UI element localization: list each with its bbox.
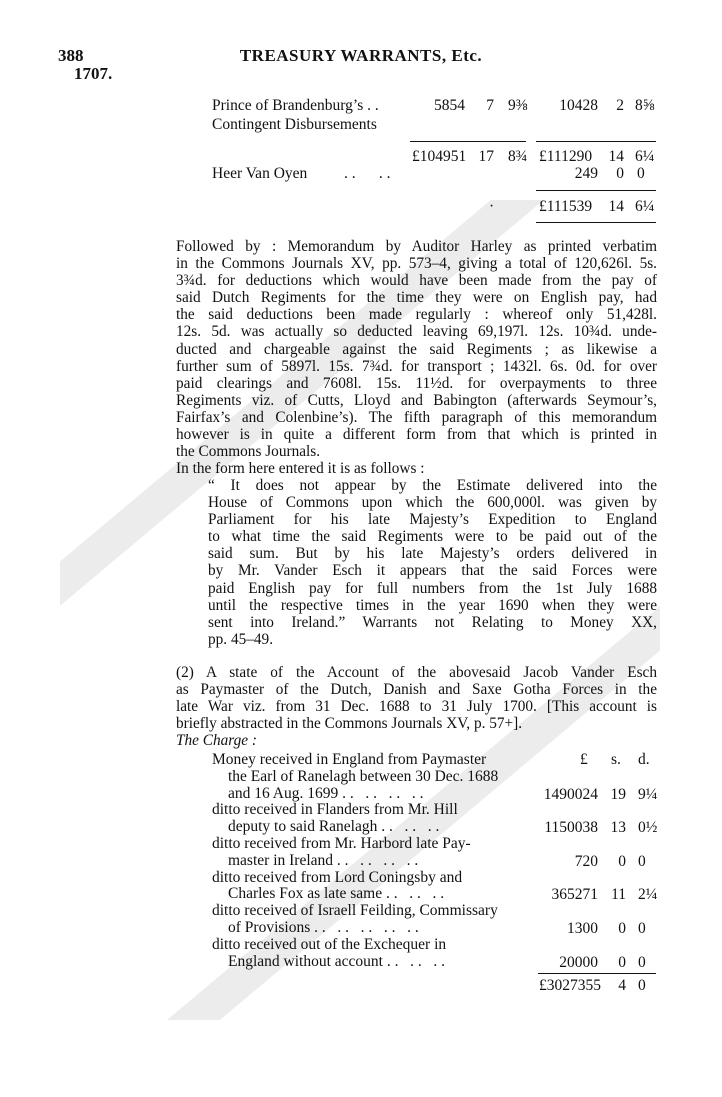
- rule: [538, 973, 656, 974]
- year-marginal: 1707.: [74, 64, 113, 83]
- cell: 2: [616, 97, 624, 114]
- text-line: 12s. 5d. was actually so deducted leaving 69,197l. 12s. 10¾d. unde-: [176, 323, 657, 341]
- text-line: pp. 45–49.: [208, 630, 274, 648]
- charge-amount: 365271: [551, 886, 598, 904]
- row-name-cont: Contingent Disbursements: [212, 116, 377, 133]
- cell: 249: [574, 165, 598, 182]
- charge-total-shillings: 4: [618, 977, 626, 994]
- row-name: Heer Van Oyen: [212, 165, 308, 182]
- charge-item-line: ditto received in Flanders from Mr. Hill: [212, 801, 458, 819]
- text-line: late War viz. from 31 Dec. 1688 to 31 July 1700. [This account is: [176, 698, 657, 716]
- charge-amount: 1300: [567, 920, 598, 937]
- charge-amount: 9¼: [638, 785, 658, 803]
- rule: [536, 141, 656, 142]
- text-line: said Dutch Regiments for the time they were on English pay, had: [176, 289, 657, 307]
- charge-total-pounds: £3027355: [539, 977, 601, 994]
- leader-dots: . . . .: [344, 165, 391, 182]
- text-line: sent into Ireland.” Warrants not Relating to Money XX,: [208, 613, 657, 631]
- column-head-pence: d.: [638, 751, 650, 768]
- charge-amount: 0½: [638, 819, 658, 837]
- text-line: the said deductions been made regularly : whereof only 51,428l.: [176, 306, 657, 324]
- cell: 0: [637, 165, 645, 182]
- cell: £104951: [412, 148, 467, 165]
- charge-amount: 0: [618, 852, 626, 870]
- charge-amount: 2¼: [638, 886, 658, 904]
- mark: ·: [489, 198, 495, 215]
- charge-item-line: ditto received from Mr. Harbord late Pay-: [212, 835, 471, 852]
- cell: £111539: [539, 198, 593, 215]
- cell: 5854: [434, 97, 465, 114]
- rule: [410, 141, 526, 142]
- charge-item-line: ditto received of Israell Feilding, Commissary: [212, 902, 498, 920]
- charge-amount: 13: [610, 819, 626, 837]
- text-line: briefly abstracted in the Commons Journals XV, p. 57+].: [176, 715, 523, 733]
- charge-item-line: England without account . . . . . .: [228, 952, 445, 970]
- cell: 0: [616, 165, 624, 182]
- cell: 7: [486, 97, 494, 114]
- cell: 14: [608, 148, 624, 165]
- column-head-shillings: s.: [611, 751, 621, 768]
- charge-item-line: and 16 Aug. 1699 . . . . . . . .: [228, 784, 424, 802]
- charge-amount: 19: [610, 785, 626, 803]
- quotation: [208, 477, 657, 648]
- text-line: further sum of 5897l. 15s. 7¾d. for transport ; 1432l. 6s. 0d. for over: [176, 357, 657, 375]
- charge-amount: 0: [638, 920, 646, 937]
- text-line: in the Commons Journals XV, pp. 573–4, giving a total of 120,626l. 5s.: [176, 255, 657, 273]
- text-line: until the respective times in the year 1690 when they were: [208, 596, 657, 614]
- cell: 17: [478, 148, 494, 165]
- charge-heading: The Charge :: [176, 732, 258, 749]
- text-line: the Commons Journals.: [176, 443, 321, 461]
- text-line: as Paymaster of the Dutch, Danish and Saxe Gotha Forces in the: [176, 681, 657, 699]
- rule: [536, 222, 656, 223]
- memorandum-paragraph: [176, 238, 657, 460]
- cell: 8⅝: [635, 97, 655, 114]
- text-line: paid clearings and 7608l. 15s. 11½d. for overpayments to three: [176, 374, 657, 392]
- charge-item-line: the Earl of Ranelagh between 30 Dec. 1688: [228, 767, 499, 785]
- text-line: Parliament for his late Majesty’s Expedition to England: [208, 511, 657, 529]
- running-title: TREASURY WARRANTS, Etc.: [239, 46, 483, 65]
- text-line: Fairfax’s and Colenbine’s). The fifth paragraph of this memorandum: [176, 408, 657, 426]
- charge-amount: 11: [611, 886, 626, 904]
- text-line: by Mr. Vander Esch it appears that the said Forces were: [208, 562, 657, 580]
- charge-amount: 0: [618, 920, 626, 937]
- cell: 6¼: [635, 148, 655, 165]
- text-line: said sum. But by his late Majesty’s orders delivered in: [208, 545, 657, 563]
- charge-amount: 0: [638, 953, 646, 971]
- charge-amount: 0: [638, 852, 646, 870]
- column-head-pounds: £: [580, 751, 588, 768]
- intro-line: In the form here entered it is as follows :: [176, 460, 425, 477]
- charge-amount: 0: [618, 953, 626, 971]
- charge-amount: 720: [574, 852, 598, 870]
- charge-item-line: ditto received from Lord Coningsby and: [212, 868, 463, 886]
- row-name: Prince of Brandenburg’s . .: [212, 97, 379, 114]
- cell: 6¼: [635, 198, 655, 215]
- rule: [536, 190, 656, 191]
- text-line: House of Commons upon which the 600,000l. was given by: [208, 494, 657, 512]
- charge-amount: 1490024: [543, 785, 598, 803]
- text-line: (2) A state of the Account of the abovesaid Jacob Vander Esch: [176, 664, 657, 681]
- page-number: 388: [58, 46, 84, 65]
- charge-item-line: Money received in England from Paymaster: [212, 751, 487, 768]
- text-line: Regiments viz. of Cutts, Lloyd and Babington (afterwards Seymour’s,: [176, 391, 657, 409]
- text-line: Followed by : Memorandum by Auditor Harley as printed verbatim: [176, 238, 657, 255]
- text-line: “ It does not appear by the Estimate delivered into the: [208, 477, 657, 494]
- cell: 10428: [559, 97, 598, 114]
- charge-item-line: master in Ireland . . . . . . . .: [228, 851, 419, 869]
- charge-amount: 20000: [559, 953, 598, 971]
- text-line: ducted and chargeable against the said Regiments ; as likewise a: [176, 340, 657, 358]
- charge-item-line: of Provisions . . . . . . . . . .: [228, 919, 419, 936]
- text-line: paid English pay for full numbers from the 1st July 1688: [208, 579, 657, 597]
- text-line: to what time the said Regiments were to be paid out of the: [208, 528, 657, 546]
- text-line: however is in quite a different form from that which is printed in: [176, 426, 657, 444]
- charge-item-line: Charles Fox as late same . . . . . .: [228, 885, 445, 903]
- text-line: 3¾d. for deductions which would have been made from the pay of: [176, 272, 657, 290]
- cell: 9⅜: [508, 97, 528, 114]
- account-paragraph: [176, 664, 657, 732]
- charge-item-line: deputy to said Ranelagh . . . . . .: [228, 818, 440, 836]
- cell: £111290: [539, 148, 593, 165]
- charge-item-line: ditto received out of the Exchequer in: [212, 935, 447, 953]
- charge-total-pence: 0: [638, 977, 646, 994]
- cell: 8¾: [508, 148, 528, 165]
- cell: 14: [608, 198, 624, 215]
- charge-amount: 1150038: [544, 819, 598, 837]
